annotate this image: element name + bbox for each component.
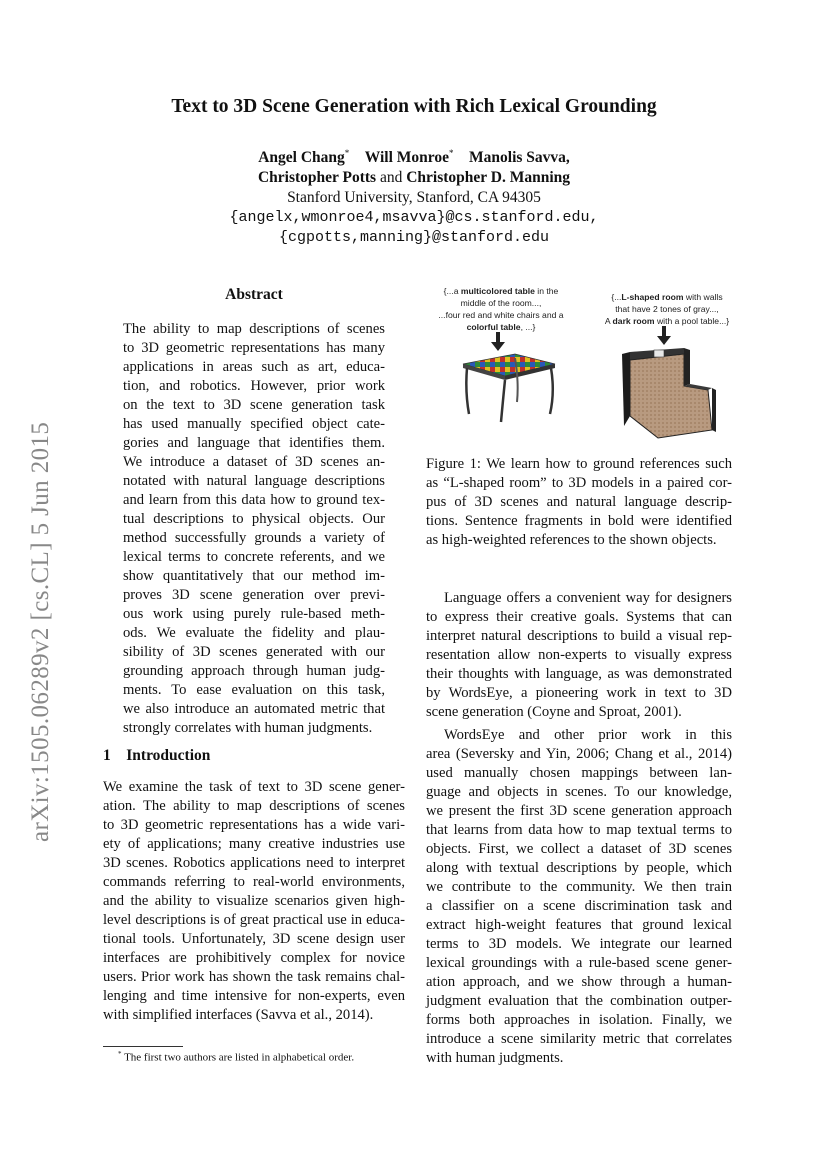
paragraph-line: we contribute to the community. We then train [426,879,732,895]
paragraph-line: guage and objects in scenes. To our knowledge, [426,784,732,800]
arrow-down-icon [656,326,672,346]
paragraph-line: along with textual descriptions by people, which [426,860,732,876]
author-name: Angel Chang [258,149,345,167]
paragraph-line: a classifier on a scene discrimination task and [426,898,732,914]
intro-line: commands referring to real-world environments, [103,874,405,890]
author-name: Will Monroe [364,149,450,167]
caption-line: Figure 1: We learn how to ground references such [426,456,732,472]
paragraph-line: objects. First, we collect a dataset of 3D scenes [426,841,732,857]
intro-body [103,778,405,1025]
abstract-line: gories and language that identifies them. [123,435,385,451]
paragraph-line: to express their creative goals. Systems that can [426,609,732,625]
author-mark: * [344,148,350,158]
intro-line: level descriptions is of great practical use in educa- [103,912,405,928]
paragraph-line: introduce a scene similarity metric that correlates [426,1031,732,1047]
figure-caption [426,455,732,550]
abstract-line: and learn from this data how to ground tex- [123,492,385,508]
paragraph-line: resentation allow non-experts to visually express [426,647,732,663]
paragraph-line: we present the first 3D scene generation approach [426,803,732,819]
abstract-line: tion, and robotics. However, prior work [123,378,385,394]
abstract-line: applications in areas such as art, educa- [123,359,385,375]
footnote-mark: * [118,1050,122,1058]
paragraph-line: by WordsEye, a pioneering work in text to 3D [426,685,732,701]
author-block [0,143,828,248]
caption-line: as “L-shaped room” to 3D models in a paired cor- [426,475,732,491]
section-heading [103,747,210,765]
abstract-line: notated with natural language descriptions [123,473,385,489]
paragraph-line: WordsEye and other prior work in this [444,727,732,743]
l-shaped-room-image [618,346,718,440]
paragraph-line: extract high-weight features that ground lexical [426,917,732,933]
intro-line: interfaces are prohibitively complex for novice [103,950,405,966]
author-mark: * [449,148,454,158]
intro-line: We examine the task of text to 3D scene gener- [103,779,405,795]
paragraph-line: ation approach, and we show through a human- [426,974,732,990]
intro-line: ation. The ability to map descriptions of scenes [103,798,405,814]
abstract-line: proves 3D scene generation over previ- [123,587,385,603]
paragraph-line: area (Seversky and Yin, 2006; Chang et al., 2014) [426,746,732,762]
abstract-line: ous work using purely rule-based meth- [123,606,385,622]
paragraph-line: used manually chosen mappings between lan- [426,765,732,781]
caption-line: tions. Sentence fragments in bold were identified [426,513,732,529]
paragraph-line: scene generation (Coyne and Sproat, 2001). [426,704,682,720]
authors-line-2 [0,168,828,188]
intro-line: with simplified interfaces (Savva et al., 2014). [103,1007,374,1023]
paragraph-line: Language offers a convenient way for designers [444,590,732,606]
abstract-heading: Abstract [225,286,283,303]
paragraph-line: terms to 3D models. We integrate our learned [426,936,732,952]
right-paragraph-2 [426,726,732,1068]
paragraph-line: judgment evaluation that the combination outper- [426,993,732,1009]
arxiv-identifier: arXiv:1505.06289v2 [cs.CL] 5 Jun 2015 [27,421,54,842]
abstract-line: ods. We evaluate the fidelity and plau- [123,625,385,641]
bold-phrase: L-shaped room [621,292,684,302]
email-line-2: {cgpotts,manning}@stanford.edu [278,229,550,247]
right-paragraph-1 [426,589,732,722]
paragraph-line: lexical groundings with a rule-based scene gener- [426,955,732,971]
abstract-line: grounding approach through human judg- [123,663,385,679]
abstract-line: tual descriptions to physical objects. Our [123,511,385,527]
colorful-table-image [455,352,560,424]
abstract-line: to 3D geometric representations has many [123,340,385,356]
paragraph-line: with human judgments. [426,1050,564,1066]
caption-line: pus of 3D scenes and natural language descrip- [426,494,732,510]
abstract-line: ments. To ease evaluation on this task, [123,682,385,698]
abstract-body [123,320,385,738]
footnote-rule [103,1046,183,1047]
email-line-1: {angelx,wmonroe4,msavva}@cs.stanford.edu, [229,209,599,227]
intro-line: and the ability to visualize scenarios given high- [103,893,405,909]
section-title: Introduction [126,747,211,764]
abstract-line: strongly correlates with human judgments. [123,720,373,736]
bold-phrase: multicolored table [460,286,535,296]
intro-line: to 3D geometric representations has a wide vari- [103,817,405,833]
abstract-line: method successfully grounds a variety of [123,530,385,546]
abstract-line: sibility of 3D scenes generated with our [123,644,385,660]
bold-phrase: dark room [612,316,655,326]
paragraph-line: interpret natural descriptions to build a visual rep- [426,628,732,644]
paragraph-line: that learns from data how to map textual terms to [426,822,732,838]
abstract-line: on the text to 3D scene generation task [123,397,385,413]
intro-line: tional tools. Unfortunately, 3D scene design user [103,931,405,947]
section-number: 1 [103,747,111,764]
footnote [118,1050,354,1064]
footnote-text: The first two authors are listed in alphabetical order. [124,1051,355,1064]
author-conjunction: and [379,169,403,187]
intro-line: ety of applications; many creative industries use [103,836,405,852]
author-name: Christopher Potts [257,169,377,187]
figure-right-text: {...L-shaped room with walls that have 2 tones of gray..., A dark room with a pool table...} [604,292,730,326]
abstract-line: The ability to map descriptions of scenes [123,321,385,337]
author-name: Christopher D. Manning [406,169,571,187]
caption-line: as high-weighted references to the shown objects. [426,532,717,548]
paragraph-line: forms both approaches in isolation. Finally, we [426,1012,732,1028]
abstract-line: we also introduce an automated metric that [123,701,385,717]
intro-line: 3D scenes. Robotics applications need to interpret [103,855,405,871]
paper-title: Text to 3D Scene Generation with Rich Lexical Grounding [171,96,657,117]
intro-line: users. Prior work has shown the task remains chal- [103,969,405,985]
figure-left-text: {...a multicolored table in the middle of the room..., ...four red and white chairs and a colorful table, ...} [438,286,564,332]
abstract-line: show quantitatively that our method im- [123,568,385,584]
author-name: Manolis Savva, [469,149,570,167]
abstract-line: We introduce a dataset of 3D scenes an- [123,454,385,470]
arrow-down-icon [490,332,506,352]
paragraph-line: their thoughts with language, as was demonstrated [426,666,732,682]
bold-phrase: colorful table [466,322,521,332]
abstract-line: lexical terms to concrete referents, and we [123,549,385,565]
authors-line-1 [0,143,828,168]
abstract-line: has used manually specified object cate- [123,416,385,432]
intro-line: lenging and time intensive for non-experts, even [103,988,405,1004]
affiliation: Stanford University, Stanford, CA 94305 [287,189,541,207]
